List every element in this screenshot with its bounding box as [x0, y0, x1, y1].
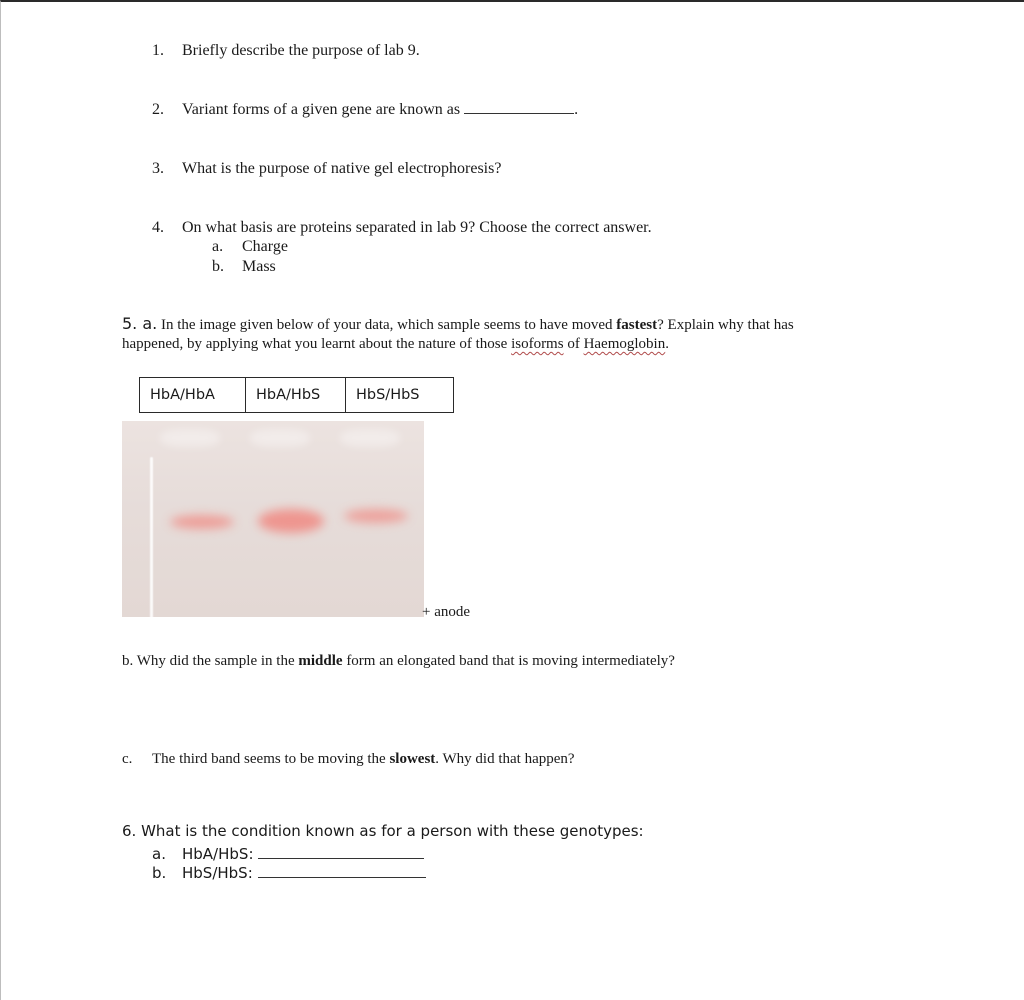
q5a-line-1: 5. a. In the image given below of your data, which sample seems to have moved fastest? Explain why that has [122, 314, 794, 333]
gel-well-1 [160, 429, 220, 447]
lane-label-3: HbS/HbS [346, 378, 454, 413]
lane-label-2: HbA/HbS [246, 378, 346, 413]
q3-text: What is the purpose of native gel electrophoresis? [182, 160, 502, 177]
q3-number: 3. [152, 160, 164, 177]
gel-well-3 [340, 429, 400, 447]
anode-label: + anode [422, 604, 471, 620]
lane-label-table [139, 377, 454, 413]
gel-well-2 [250, 429, 310, 447]
q4-option-a: Charge [242, 238, 288, 255]
spellcheck-isoforms: isoforms [511, 336, 564, 352]
band-lane-2 [258, 509, 324, 533]
q6-item-b-label: b. [152, 864, 167, 882]
q4-option-a-label: a. [212, 238, 224, 255]
q5c-text: The third band seems to be moving the slowest. Why did that happen? [152, 751, 575, 767]
q2-number: 2. [152, 101, 164, 118]
gel-edge-glare [150, 457, 153, 617]
q4-text: On what basis are proteins separated in lab 9? Choose the correct answer. [182, 219, 652, 236]
q2-answer-blank[interactable] [464, 101, 574, 114]
q6-b-answer-blank[interactable] [258, 865, 426, 878]
band-lane-1 [170, 515, 234, 529]
band-lane-3 [344, 509, 408, 523]
q5a-line-2: happened, by applying what you learnt about the nature of those isoforms of Haemoglobin. [122, 336, 669, 352]
gel-electrophoresis-image [122, 421, 424, 617]
q6-item-a: HbA/HbS: [182, 845, 424, 863]
lane-label-1: HbA/HbA [140, 378, 246, 413]
q1-number: 1. [152, 42, 164, 59]
q4-option-b: Mass [242, 258, 276, 275]
q6-text: 6. What is the condition known as for a person with these genotypes: [122, 822, 644, 840]
q6-item-b: HbS/HbS: [182, 864, 426, 882]
q5b-text: b. Why did the sample in the middle form an elongated band that is moving intermediately? [122, 653, 675, 669]
spellcheck-haemoglobin: Haemoglobin [583, 336, 666, 352]
q5a-number: 5. a. [122, 314, 158, 333]
q6-a-answer-blank[interactable] [258, 846, 424, 859]
q2-text: Variant forms of a given gene are known as . [182, 101, 579, 118]
q5c-label: c. [122, 751, 133, 767]
q6-item-a-label: a. [152, 845, 166, 863]
q4-option-b-label: b. [212, 258, 224, 275]
q1-text: Briefly describe the purpose of lab 9. [182, 42, 420, 59]
q4-number: 4. [152, 219, 164, 236]
